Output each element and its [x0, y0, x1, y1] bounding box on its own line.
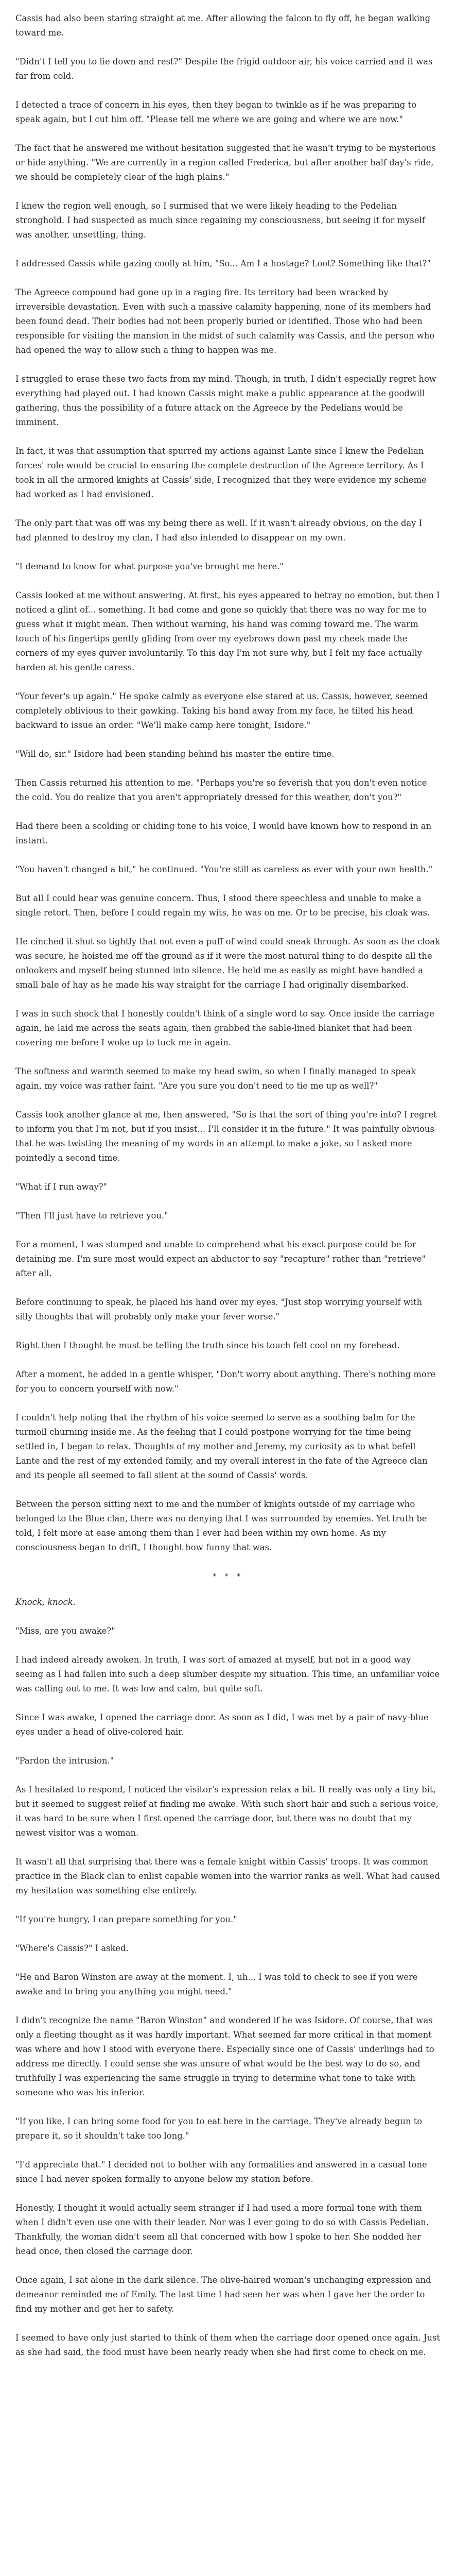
story-paragraph: "Then I'll just have to retrieve you." [15, 1211, 168, 1221]
story-paragraph: "Pardon the intrusion." [15, 1756, 114, 1766]
story-paragraph: The only part that was off was my being there as well. If it wasn't already obvious, on the day I had planned to destroy my clan, I had also intended to disappear on my own. [15, 518, 423, 543]
story-paragraph: As I hesitated to respond, I noticed the visitor's expression relax a bit. It really was only a tiny bit, but it seemed to suggest relief at finding me awake. With such short hair and such a serious voice, it was hard to be sure when I first opened the carriage door, but there was no doubt that my newest visitor was a woman. [15, 1785, 439, 1838]
story-paragraph: Between the person sitting next to me and the number of knights outside of my carriage who belonged to the Blue clan, there was no denying that I was surrounded by enemies. Yet truth be told, I felt more at ease among them than I ever had been within my own home. As my consciousness began to drift, I thought how funny that was. [15, 1499, 427, 1552]
story-paragraph: I was in such shock that I honestly couldn't think of a single word to say. Once inside the carriage again, he laid me across the seats again, then grabbed the sable-lined blanket that had been covering me before I woke up to tuck me in again. [15, 1009, 434, 1047]
story-paragraph: "If you like, I can bring some food for you to eat here in the carriage. They've already begun to prepare it, so it shouldn't take too long." [15, 2116, 423, 2141]
scene-separator: * * * [213, 1572, 243, 1581]
story-paragraph: "If you're hungry, I can prepare something for you." [15, 1914, 237, 1924]
story-paragraph: "Will do, sir." Isidore had been standing behind his master the entire time. [15, 749, 335, 759]
story-paragraph: I addressed Cassis while gazing coolly at him, "So... Am I a hostage? Loot? Something like that?" [15, 259, 431, 268]
story-paragraph: "Miss, are you awake?" [15, 1626, 115, 1636]
story-paragraph: After a moment, he added in a gentle whisper, "Don't worry about anything. There's nothing more for you to concern yourself with now." [15, 1369, 436, 1394]
story-paragraph: In fact, it was that assumption that spurred my actions against Lante since I knew the Pedelian forces' role would be crucial to ensuring the complete destruction of the Agreece territory. As I took in all the armored knights at Cassis' side, I recognized that they were evidence my scheme had worked as I had envisioned. [15, 446, 427, 499]
story-paragraph: I seemed to have only just started to think of them when the carriage door opened once again. Just as she had said, the food must have been nearly ready when she had first come to check on me. [15, 2333, 440, 2357]
story-paragraph: "You haven't changed a bit," he continued. "You're still as careless as ever with your own health." [15, 865, 433, 874]
story-paragraph: It wasn't all that surprising that there was a female knight within Cassis' troops. It was common practice in the Black clan to enlist capable women into the warrior ranks as well. What had caused my hesitation was something else entirely. [15, 1857, 440, 1895]
story-paragraph: I couldn't help noting that the rhythm of his voice seemed to serve as a soothing balm for the turmoil churning inside me. As the feeling that I could postpone worrying for the time being settled in, I began to relax. Thoughts of my mother and Jeremy, my curiosity as to what befell Lante and the rest of my extended family, and my overall interest in the fate of the Agreece clan and its people all seemed to fall silent at the sound of Cassis' words. [15, 1413, 428, 1480]
story-paragraph: Had there been a scolding or chiding tone to his voice, I would have known how to respond in an instant. [15, 821, 432, 845]
story-paragraph: Cassis took another glance at me, then answered, "So is that the sort of thing you're into? I regret to inform you that I'm not, but if you insist... I'll consider it in the future." It was painfully obvious that he was twisting the meaning of my words in an attempt to make a joke, so I asked more pointedly a second time. [15, 1110, 437, 1163]
story-paragraph: Before continuing to speak, he placed his hand over my eyes. "Just stop worrying yourself with silly thoughts that will probably only make your fever worse." [15, 1297, 423, 1321]
story-paragraph: "Where's Cassis?" I asked. [15, 1943, 129, 1953]
story-paragraph: Honestly, I thought it would actually seem stranger if I had used a more formal tone with them when I didn't even use one with their leader. Nor was I ever going to do so with Cassis Pedelian. Thankfully, the woman didn't seem all that concerned with how I spoke to her. She nodded her head once, then closed the carriage door. [15, 2203, 429, 2256]
story-paragraph: For a moment, I was stumped and unable to comprehend what his exact purpose could be for detaining me. I'm sure most would expect an abductor to say "recapture" rather than "retrieve" after all. [15, 1240, 426, 1278]
story-paragraph: The softness and warmth seemed to make my head swim, so when I finally managed to speak again, my voice was rather faint. "Are you sure you don't need to tie me up as well?" [15, 1066, 416, 1091]
story-paragraph: "He and Baron Winston are away at the moment. I, uh... I was told to check to see if you were awake and to bring you anything you might need." [15, 1972, 418, 1996]
story-paragraph: Cassis looked at me without answering. At first, his eyes appeared to betray no emotion, but then I noticed a glint of... something. It had come and gone so quickly that there was no way for me to guess what it might mean. Then without warning, his hand was coming toward me. The warm touch of his fingertips gently gliding from over my eyebrows down past my cheek made the corners of my eyes quiver involuntarily. To this day I'm not sure why, but I felt my face actually harden at his gentle caress. [15, 590, 440, 672]
story-paragraph: "Your fever's up again." He spoke calmly as everyone else stared at us. Cassis, however, seemed completely oblivious to their gawking. Taking his hand away from my face, he tilted his head backward to issue an order. "We'll make camp here tonight, Isidore." [15, 691, 428, 730]
story-paragraph: I struggled to erase these two facts from my mind. Though, in truth, I didn't especially regret how everything had played out. I had known Cassis might make a public appearance at the goodwill gathering, thus the possibility of a future attack on the Agreece by the Pedelians would be imminent. [15, 374, 436, 427]
story-paragraph: Right then I thought he must be telling the truth since his touch felt cool on my forehead. [15, 1341, 400, 1350]
story-paragraph: I didn't recognize the name "Baron Winston" and wondered if he was Isidore. Of course, that was only a fleeting thought as it was hardly important. What seemed far more critical in that moment was where and how I stood with everyone there. Especially since one of Cassis' underlings had to address me directly. I could sense she was unsure of what would be the best way to do so, and truthfully I was experiencing the same struggle in trying to determine what tone to take with someone who was his inferior. [15, 2015, 434, 2097]
story-paragraph: "I'd appreciate that." I decided not to bother with any formalities and answered in a casual tone since I had never spoken formally to anyone below my station before. [15, 2160, 427, 2184]
story-paragraph: Cassis had also been staring straight at me. After allowing the falcon to fly off, he began walking toward me. [15, 13, 431, 38]
story-paragraph: I had indeed already awoken. In truth, I was sort of amazed at myself, but not in a good way seeing as I had fallen into such a deep slumber despite my situation. This time, an unfamiliar voice was calling out to me. It was low and calm, but quite soft. [15, 1655, 440, 1693]
story-paragraph: The fact that he answered me without hesitation suggested that he wasn't trying to be mysterious or hide anything. "We are currently in a region called Frederica, but after another half day's ride, we should be completely clear of the high plains." [15, 143, 436, 182]
story-paragraph: Since I was awake, I opened the carriage door. As soon as I did, I was met by a pair of navy-blue eyes under a head of olive-colored hair. [15, 1713, 429, 1737]
story-paragraph: I knew the region well enough, so I surmised that we were likely heading to the Pedelian stronghold. I had suspected as much since regaining my consciousness, but seeing it for myself was another, unsettling, thing. [15, 201, 425, 240]
story-paragraph: "What if I run away?" [15, 1182, 108, 1192]
story-paragraph: The Agreece compound had gone up in a raging fire. Its territory had been wracked by irreversible devastation. Even with such a massive calamity happening, none of its members had been found dead. Their bodies had not been properly buried or identified. Those who had been responsible for visiting the mansion in the midst of such calamity was Cassis, and the person who had opened the way to allow such a thing to happen was me. [15, 287, 435, 355]
story-paragraph: Then Cassis returned his attention to me. "Perhaps you're so feverish that you don't even notice the cold. You do realize that you aren't appropriately dressed for this weather, don't you?" [15, 778, 427, 802]
story-paragraph: He cinched it shut so tightly that not even a puff of wind could sneak through. As soon as the cloak was secure, he hoisted me off the ground as if it were the most natural thing to do despite all the onlookers and myself being stunned into silence. He held me as easily as might have handled a small bale of hay as he made his way straight for the carriage I had originally disembarked. [15, 937, 441, 990]
story-paragraph: Once again, I sat alone in the dark silence. The olive-haired woman's unchanging expression and demeanor reminded me of Emily. The last time I had seen her was when I gave her the order to find my mother and get her to safety. [15, 2275, 431, 2314]
story-paragraph: "I demand to know for what purpose you've brought me here." [15, 562, 284, 571]
story-paragraph: "Didn't I tell you to lie down and rest?" Despite the frigid outdoor air, his voice carried and it was far from cold. [15, 57, 433, 81]
story-paragraph: But all I could hear was genuine concern. Thus, I stood there speechless and unable to make a single retort. Then, before I could regain my wits, he was on me. Or to be precise, his cloak was. [15, 893, 430, 918]
story-paragraph: I detected a trace of concern in his eyes, then they began to twinkle as if he was preparing to speak again, but I cut him off. "Please tell me where we are going and where we are now." [15, 100, 416, 124]
story-paragraph: Knock, knock. [15, 1597, 76, 1607]
